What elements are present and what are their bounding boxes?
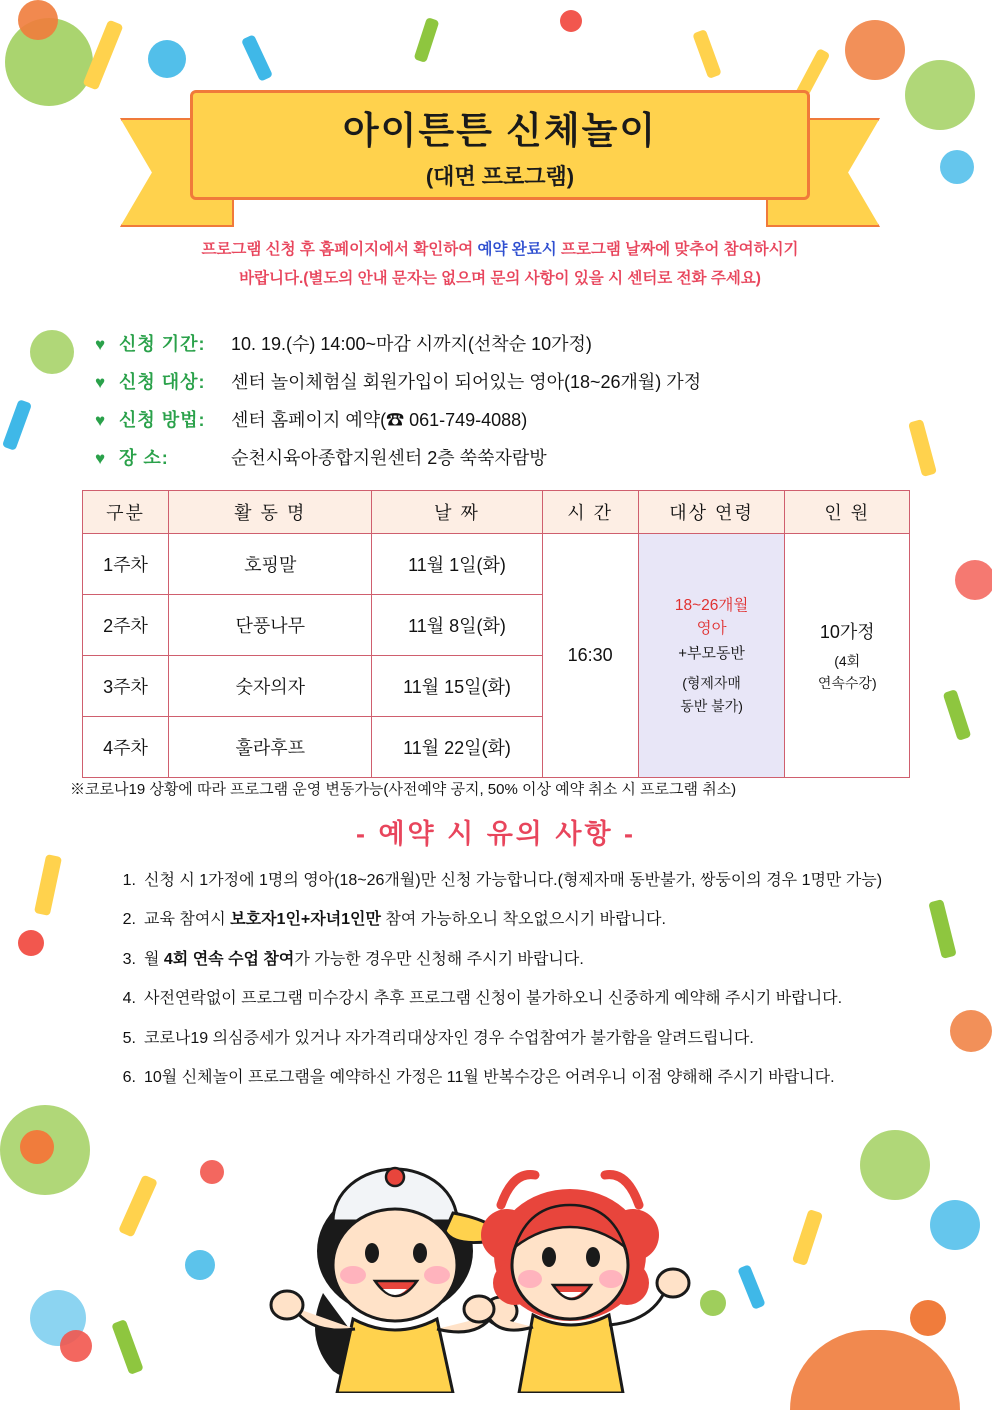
heart-icon: ♥ — [95, 449, 106, 468]
item-text — [144, 949, 584, 971]
age-main-2: 영아 — [696, 620, 727, 637]
count-sub-2: 연속수강) — [817, 674, 877, 691]
deco-bar — [241, 34, 273, 82]
item-number: 3. — [122, 950, 136, 968]
count-sub-1: (4회 — [834, 652, 861, 669]
age-sub: +부모동반 — [678, 645, 745, 663]
deco-dot — [30, 1290, 86, 1346]
cell-age — [638, 534, 785, 778]
item-number: 2. — [122, 911, 136, 929]
cell-week: 1주차 — [83, 534, 169, 595]
page-title: 아이튼튼 신체놀이 — [342, 109, 658, 151]
col-header-time: 시 간 — [542, 491, 638, 534]
deco-dot — [955, 560, 992, 600]
item-text-pre: 교육 참여시 — [144, 911, 231, 929]
deco-dot — [148, 40, 186, 78]
heart-icon: ♥ — [95, 373, 106, 392]
deco-arc — [790, 1330, 960, 1410]
col-header-age: 대상 연령 — [638, 491, 785, 534]
boy-character — [271, 1168, 517, 1393]
deco-bar — [118, 1174, 158, 1237]
age-note-2: 동반 불가) — [680, 698, 743, 715]
col-header-week: 구분 — [83, 491, 169, 534]
deco-bar — [34, 854, 62, 916]
col-header-date: 날 짜 — [372, 491, 542, 534]
girl-character — [464, 1175, 689, 1393]
deco-bar — [82, 20, 123, 91]
cell-activity: 숫자의자 — [169, 656, 372, 717]
info-row — [95, 330, 925, 356]
age-note-1: (형제자매 — [682, 675, 741, 692]
item-text: 코로나19 의심증세가 있거나 자가격리대상자인 경우 수업참여가 불가함을 알려드립니다. — [144, 1029, 754, 1047]
item-text-bold: 보호자1인+자녀1인만 — [230, 911, 381, 929]
cell-week: 2주차 — [83, 595, 169, 656]
cell-date: 11월 8일(화) — [372, 595, 542, 656]
deco-dot — [560, 10, 582, 32]
heart-icon: ♥ — [95, 411, 106, 430]
deco-dot — [185, 1250, 215, 1280]
deco-dot — [30, 330, 74, 374]
info-row — [95, 444, 925, 470]
info-value: 센터 홈페이지 예약(☎ 061-749-4088) — [231, 410, 528, 430]
cell-date: 11월 22일(화) — [372, 717, 542, 778]
list-item — [110, 870, 930, 892]
item-text-post: 가 가능한 경우만 신청해 주시기 바랍니다. — [294, 950, 584, 968]
item-text: 신청 시 1가정에 1명의 영아(18~26개월)만 신청 가능합니다.(형제자매 동반불가, 쌍둥이의 경우 1명만 가능) — [144, 872, 883, 889]
table-row — [83, 534, 910, 595]
header-banner — [120, 90, 880, 235]
deco-bar — [792, 1209, 823, 1266]
cell-activity: 단풍나무 — [169, 595, 372, 656]
col-header-count: 인 원 — [785, 491, 910, 534]
info-label: 신청 기간: — [119, 334, 206, 354]
info-list — [95, 330, 925, 482]
age-main: 18~26개월 — [674, 596, 749, 614]
deco-dot — [845, 20, 905, 80]
deco-dot — [940, 150, 974, 184]
deco-bar — [928, 899, 957, 959]
info-label: 장 소: — [119, 448, 169, 468]
deco-dot — [905, 60, 975, 130]
deco-bar — [692, 29, 722, 79]
table-header-row — [83, 491, 910, 534]
deco-dot — [60, 1330, 92, 1362]
deco-dot — [950, 1010, 992, 1052]
cell-count — [785, 534, 910, 778]
item-text: 사전연락없이 프로그램 미수강시 추후 프로그램 신청이 불가하오니 신중하게 예약해 주시기 바랍니다. — [144, 990, 843, 1008]
info-label: 신청 방법: — [119, 410, 206, 430]
caution-list — [110, 870, 930, 1106]
deco-dot — [18, 0, 58, 40]
item-text-bold: 4회 연속 수업 참여 — [163, 950, 295, 968]
deco-dot — [0, 1105, 90, 1195]
cell-date: 11월 15일(화) — [372, 656, 542, 717]
item-text-pre: 월 — [144, 950, 164, 968]
cell-week: 3주차 — [83, 656, 169, 717]
item-number: 6. — [122, 1068, 136, 1086]
notice-line1-a: 프로그램 신청 후 홈페이지에서 확인하여 — [201, 241, 478, 258]
caution-heading: - 예약 시 유의 사항 - — [355, 819, 637, 849]
cell-activity: 훌라후프 — [169, 717, 372, 778]
notice-line1-highlight: 예약 완료시 — [477, 241, 557, 258]
page-subtitle: (대면 프로그램) — [425, 163, 575, 189]
notice-text — [100, 235, 900, 294]
deco-bar — [414, 17, 440, 63]
info-value: 10. 19.(수) 14:00~마감 시까지(선착순 10가정) — [231, 334, 592, 354]
list-item — [110, 909, 930, 931]
item-text: 10월 신체놀이 프로그램을 예약하신 가정은 11월 반복수강은 어려우니 이점 양해해 주시기 바랍니다. — [144, 1068, 835, 1086]
list-item — [110, 949, 930, 971]
deco-dot — [5, 18, 93, 106]
info-label: 신청 대상: — [119, 372, 206, 392]
deco-bar — [2, 399, 32, 451]
list-item — [110, 1028, 930, 1050]
item-number: 1. — [122, 872, 136, 889]
deco-dot — [20, 1130, 54, 1164]
count-main: 10가정 — [819, 621, 875, 642]
deco-dot — [930, 1200, 980, 1250]
item-text-post: 참여 가능하오니 착오없으시기 바랍니다. — [380, 911, 666, 929]
notice-line2: 바랍니다.(별도의 안내 문자는 없으며 문의 사항이 있을 시 센터로 전화 주세요) — [239, 270, 761, 288]
item-number: 4. — [122, 990, 136, 1008]
deco-dot — [910, 1300, 946, 1336]
info-row — [95, 368, 925, 394]
heart-icon: ♥ — [95, 335, 106, 354]
deco-bar — [943, 689, 972, 741]
cell-activity: 호핑말 — [169, 534, 372, 595]
cell-date: 11월 1일(화) — [372, 534, 542, 595]
cell-week: 4주차 — [83, 717, 169, 778]
program-table — [82, 490, 910, 778]
deco-dot — [18, 930, 44, 956]
info-value: 순천시육아종합지원센터 2층 쑥쑥자람방 — [231, 448, 547, 468]
footnote: ※코로나19 상황에 따라 프로그램 운영 변동가능(사전예약 공지, 50% 이상 예약 취소 시 프로그램 취소) — [70, 781, 737, 798]
list-item — [110, 988, 930, 1010]
col-header-activity: 활 동 명 — [169, 491, 372, 534]
program-table-wrap — [82, 490, 910, 778]
deco-dot — [860, 1130, 930, 1200]
children-illustration — [215, 1143, 745, 1393]
item-text — [144, 909, 666, 931]
deco-bar — [111, 1319, 144, 1375]
list-item — [110, 1067, 930, 1089]
item-number: 5. — [122, 1029, 136, 1047]
info-row — [95, 406, 925, 432]
cell-time: 16:30 — [542, 534, 638, 778]
banner-box — [190, 90, 810, 200]
info-value: 센터 놀이체험실 회원가입이 되어있는 영아(18~26개월) 가정 — [231, 372, 702, 392]
notice-line1-c: 프로그램 날짜에 맞추어 참여하시기 — [556, 241, 799, 258]
